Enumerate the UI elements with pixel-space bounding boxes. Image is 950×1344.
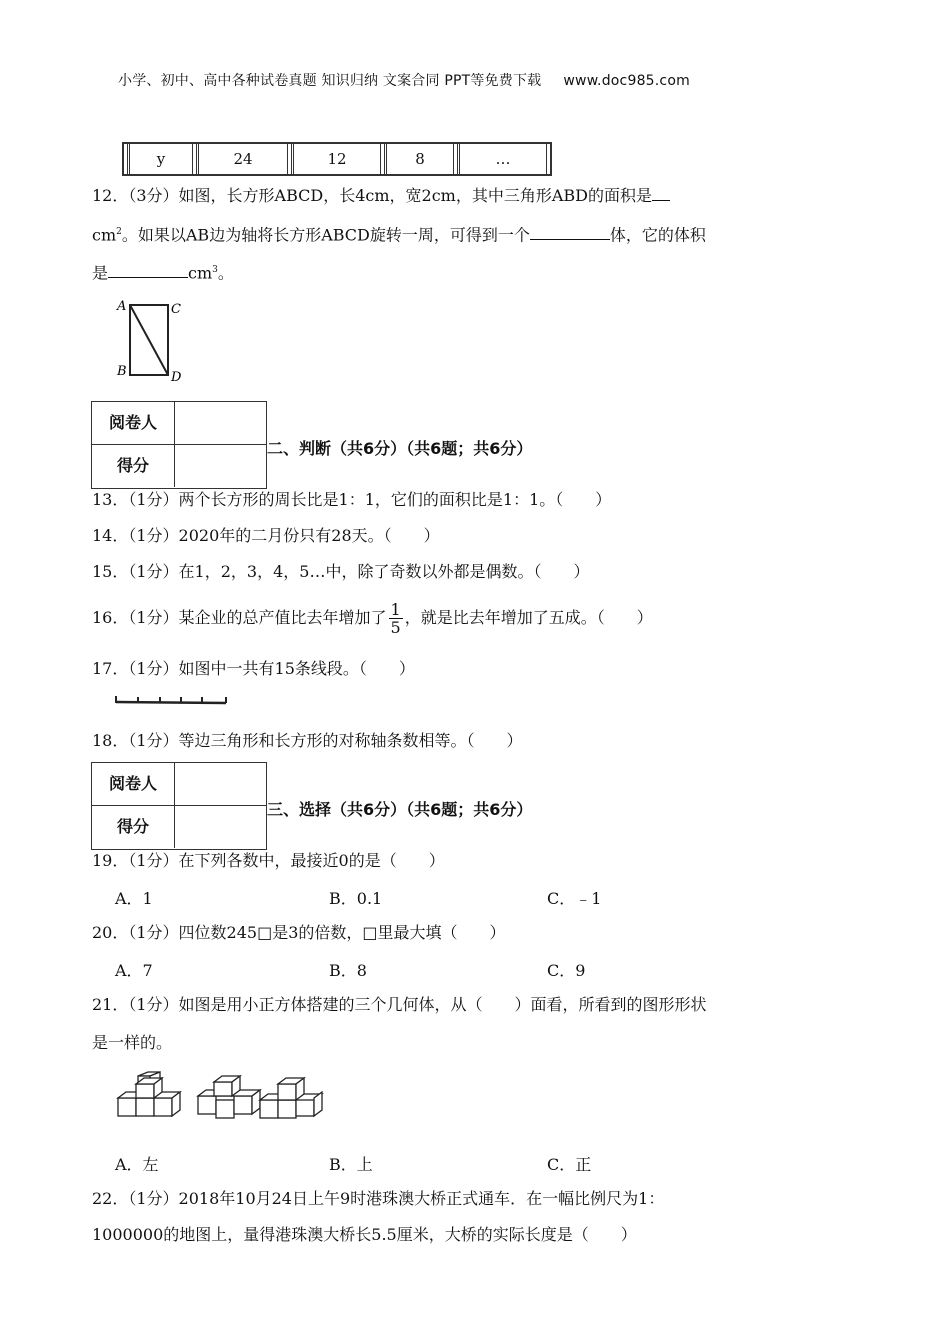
rectangle-abcd-figure	[112, 295, 192, 387]
label-c: C	[171, 302, 181, 317]
label-a: A	[117, 299, 127, 314]
score-box	[91, 401, 267, 489]
q12-text: 。如果以AB边为轴将长方形ABCD旋转一周，可得到一个	[121, 225, 530, 245]
question-22-line1: 22．（1分）2018年10月24日上午9时港珠澳大桥正式通车．在一幅比例尺为1：	[92, 1189, 665, 1208]
q12-sup: 2	[116, 227, 122, 237]
fraction-one-fifth	[389, 601, 403, 636]
score-label: 得分	[92, 445, 175, 487]
q20-option-c[interactable]: C．9	[547, 961, 586, 980]
table-cell: 8	[384, 144, 454, 174]
table-cell: …	[457, 144, 547, 174]
header-text: 小学、初中、高中各种试卷真题 知识归纳 文案合同 PPT等免费下载	[118, 73, 542, 89]
table-cell: 24	[196, 144, 288, 174]
answer-blank[interactable]	[530, 223, 610, 240]
q19-option-c[interactable]: C．﹣1	[547, 889, 602, 908]
table-cell: 12	[291, 144, 381, 174]
fraction-denominator: 5	[390, 618, 401, 637]
question-16	[92, 601, 653, 636]
q12-sup: 3	[212, 265, 218, 275]
question-15: 15．（1分）在1，2，3，4，5…中，除了奇数以外都是偶数。（ ）	[92, 562, 590, 581]
score-box	[91, 762, 267, 850]
score-label: 得分	[92, 806, 175, 848]
table-cell: y	[127, 144, 193, 174]
reviewer-label: 阅卷人	[92, 763, 175, 805]
label-d: D	[171, 370, 182, 385]
q12-text: 。	[217, 263, 234, 283]
question-20: 20．（1分）四位数245□是3的倍数，□里最大填（ ）	[92, 923, 506, 942]
question-17: 17．（1分）如图中一共有15条线段。（ ）	[92, 659, 415, 678]
line-segment-figure	[114, 694, 230, 710]
question-12-line1	[92, 184, 670, 207]
q12-text: 12．（3分）如图，长方形ABCD，长4cm，宽2cm，其中三角形ABD的面积是	[92, 186, 652, 205]
label-b: B	[117, 364, 127, 379]
question-21-line1: 21．（1分）如图是用小正方体搭建的三个几何体，从（ ）面看，所看到的图形形状	[92, 995, 707, 1014]
reviewer-label: 阅卷人	[92, 402, 175, 444]
cube-figures	[114, 1070, 324, 1126]
q12-text: 体，它的体积	[609, 225, 706, 245]
q20-option-b[interactable]: B．8	[329, 961, 367, 980]
question-12-line3	[92, 259, 234, 284]
answer-blank[interactable]	[652, 184, 670, 201]
q21-option-b[interactable]: B．上	[329, 1155, 373, 1174]
question-18: 18．（1分）等边三角形和长方形的对称轴条数相等。（ ）	[92, 731, 523, 750]
question-12-line2	[92, 221, 706, 246]
fraction-numerator: 1	[390, 600, 401, 619]
q19-option-b[interactable]: B．0.1	[329, 889, 383, 908]
question-13: 13．（1分）两个长方形的周长比是1：1，它们的面积比是1：1。（ ）	[92, 490, 612, 509]
answer-blank[interactable]	[108, 261, 188, 278]
q12-unit: cm	[188, 263, 213, 283]
q21-option-c[interactable]: C．正	[547, 1155, 592, 1174]
q19-option-a[interactable]: A．1	[115, 889, 153, 908]
question-19: 19．（1分）在下列各数中，最接近0的是（ ）	[92, 851, 445, 870]
question-14: 14．（1分）2020年的二月份只有28天。（ ）	[92, 526, 440, 545]
q12-text: 是	[92, 263, 109, 283]
q20-option-a[interactable]: A．7	[115, 961, 153, 980]
y-value-table	[122, 142, 552, 176]
q16-text: ，就是比去年增加了五成。（ ）	[404, 608, 653, 627]
q21-option-a[interactable]: A．左	[115, 1155, 159, 1174]
question-22-line2: 1000000的地图上，量得港珠澳大桥长5.5厘米，大桥的实际长度是（ ）	[92, 1225, 637, 1244]
section-2-title: 二、判断（共6分）（共6题；共6分）	[267, 439, 533, 458]
section-3-title: 三、选择（共6分）（共6题；共6分）	[267, 800, 533, 819]
page-header	[118, 70, 690, 90]
question-21-line2: 是一样的。	[92, 1033, 173, 1052]
header-url[interactable]: www.doc985.com	[563, 73, 690, 89]
q16-text: 16．（1分）某企业的总产值比去年增加了	[92, 608, 387, 627]
q12-unit: cm	[92, 225, 117, 245]
